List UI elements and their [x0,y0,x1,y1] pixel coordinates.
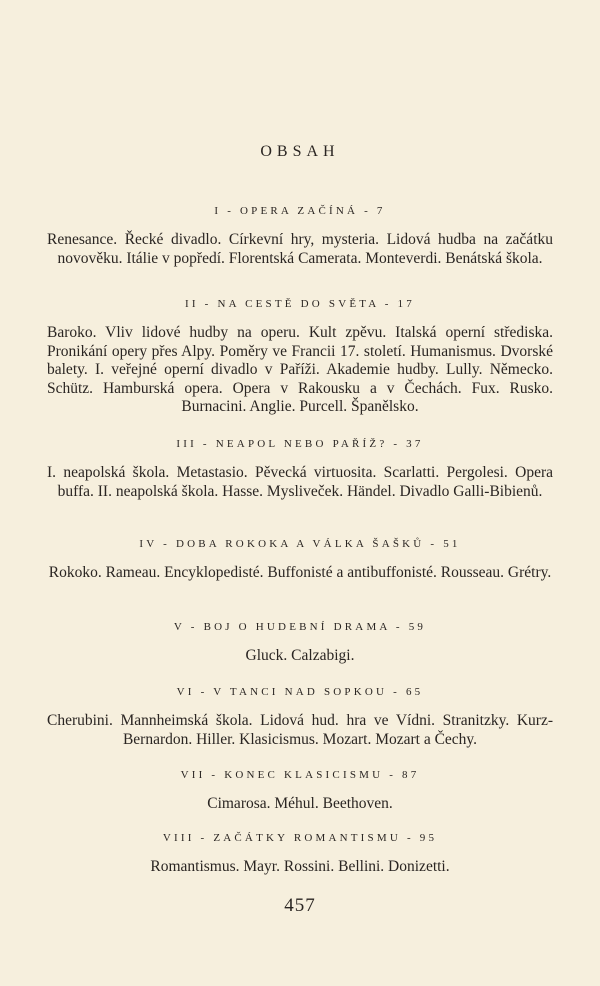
chapter-summary: Baroko. Vliv lidové hudby na operu. Kult zpěvu. Italská operní střediska. Pronikání opery přes Alpy. Poměry ve Francii 17. století. Humanismus. Dvorské balety. I. veřejné operní divadlo v Paříži. Akademie hudby. Lully. Německo. Schütz. Hamburská opera. Opera v Rakousku a v Čechách. Fux. Rusko. Burnacini. Anglie. Purcell. Španělsko. [47,324,553,415]
chapter-heading: VII - KONEC KLASICISMU - 87 [180,769,420,781]
page-title: OBSAH [260,143,340,160]
chapter-summary: I. neapolská škola. Metastasio. Pěvecká virtuosita. Scarlatti. Pergolesi. Opera buffa. II. neapolská škola. Hasse. Mysliveček. Händel. Divadlo Galli-Bibienů. [47,464,553,500]
chapter-summary: Rokoko. Rameau. Encyklopedisté. Buffonisté a antibuffonisté. Rousseau. Grétry. [48,564,552,581]
chapter-heading: V - BOJ O HUDEBNÍ DRAMA - 59 [173,621,427,633]
chapter-2 [0,297,600,417]
chapter-summary: Renesance. Řecké divadlo. Církevní hry, mysteria. Lidová hudba na začátku novověku. Itálie v popředí. Florentská Camerata. Monteverdi. Benátská škola. [47,231,553,267]
chapter-heading: I - OPERA ZAČÍNÁ - 7 [214,205,386,217]
chapter-summary: Cherubini. Mannheimská škola. Lidová hud. hra ve Vídni. Stranitzky. Kurz-Bernardon. Hiller. Klasicismus. Mozart. Mozart a Čechy. [47,712,553,748]
chapter-7 [0,768,600,814]
chapter-6 [0,685,600,749]
chapter-1 [0,204,600,268]
chapter-heading: VI - V TANCI NAD SOPKOU - 65 [176,686,424,698]
chapter-summary: Gluck. Calzabigi. [245,647,355,664]
chapter-summary: Cimarosa. Méhul. Beethoven. [207,795,393,812]
chapter-summary: Romantismus. Mayr. Rossini. Bellini. Donizetti. [150,858,450,875]
chapter-4 [0,537,600,583]
page-number: 457 [284,895,316,916]
chapter-heading: IV - DOBA ROKOKA A VÁLKA ŠAŠKŮ - 51 [139,538,461,550]
chapter-5 [0,620,600,666]
chapter-heading: III - NEAPOL NEBO PAŘÍŽ? - 37 [176,438,424,450]
chapter-3 [0,437,600,501]
chapter-heading: VIII - ZAČÁTKY ROMANTISMU - 95 [162,832,438,844]
chapter-heading: II - NA CESTĚ DO SVĚTA - 17 [184,298,416,310]
chapter-8 [0,831,600,877]
